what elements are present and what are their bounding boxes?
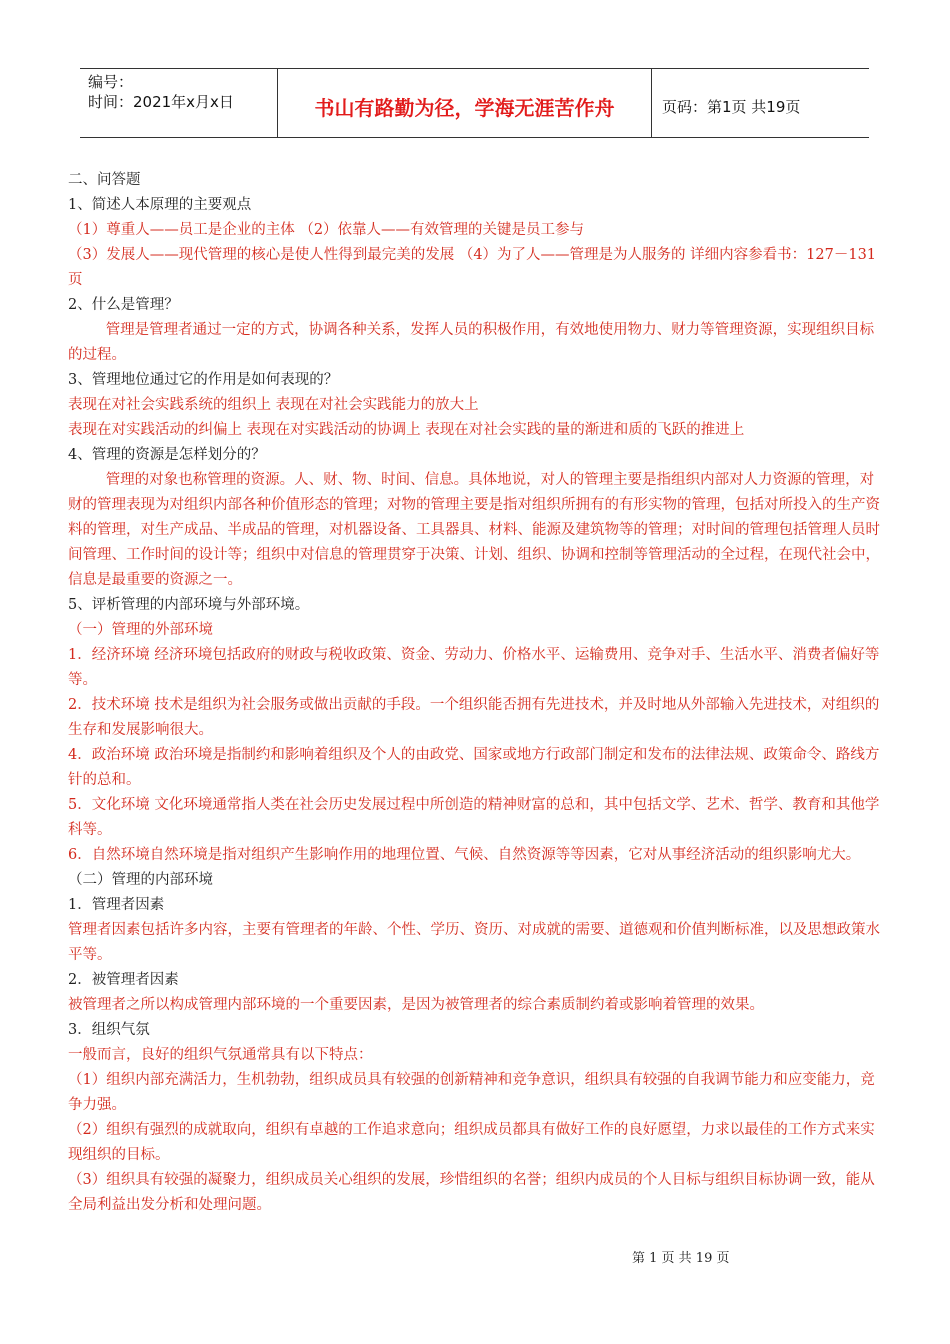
text-line: （二）管理的内部环境 bbox=[68, 872, 213, 888]
text-line: 表现在对社会实践系统的组织上 表现在对社会实践能力的放大上 bbox=[68, 397, 479, 413]
text-line: 一般而言，良好的组织气氛通常具有以下特点： bbox=[68, 1047, 373, 1063]
text-line: 4．政治环境 政治环境是指制约和影响着组织及个人的由政党、国家或地方行政部门制定和发布的法律法规、政策命令、路线方针的总和。 bbox=[68, 747, 880, 788]
text-line: 5．文化环境 文化环境通常指人类在社会历史发展过程中所创造的精神财富的总和，其中包括文学、艺术、哲学、教育和其他学科等。 bbox=[68, 797, 880, 838]
text-line: 2．技术环境 技术是组织为社会服务或做出贡献的手段。一个组织能否拥有先进技术，并及时地从外部输入先进技术，对组织的生存和发展影响很大。 bbox=[68, 697, 880, 738]
text-line: 被管理者之所以构成管理内部环境的一个重要因素，是因为被管理者的综合素质制约着或影响着管理的效果。 bbox=[68, 997, 764, 1013]
number-label: 编号： bbox=[88, 73, 134, 91]
text-line: 2．被管理者因素 bbox=[68, 972, 179, 988]
text-line: 1、简述人本原理的主要观点 bbox=[68, 197, 252, 213]
text-line: 5、评析管理的内部环境与外部环境。 bbox=[68, 597, 310, 613]
text-line: 4、管理的资源是怎样划分的？ bbox=[68, 447, 266, 463]
text-line: 管理者因素包括许多内容，主要有管理者的年龄、个性、学历、资历、对成就的需要、道德观和价值判断标准，以及思想政策水平等。 bbox=[68, 922, 880, 963]
time-label: 时间：2021年x月x日 bbox=[88, 93, 234, 111]
text-line: 管理是管理者通过一定的方式，协调各种关系，发挥人员的积极作用，有效地使用物力、财力等管理资源，实现组织目标的过程。 bbox=[68, 322, 875, 363]
text-line: 表现在对实践活动的纠偏上 表现在对实践活动的协调上 表现在对社会实践的量的渐进和质的飞跃的推进上 bbox=[68, 422, 745, 438]
text-line: 3、管理地位通过它的作用是如何表现的？ bbox=[68, 372, 339, 388]
text-line: 管理的对象也称管理的资源。人、财、物、时间、信息。具体地说，对人的管理主要是指组织内部对人力资源的管理，对财的管理表现为对组织内部各种价值形态的管理；对物的管理主要是指对组织所拥有的有形实物的管理，包括对所投入的生产资料的管理，对生产成品、半成品的管理，对机器设备、工具器具、材料、能源及建筑物等的管理；对时间的管理包括管理人员时间管理、工作时间的设计等；组织中对信息的管理贯穿于决策、计划、组织、协调和控制等管理活动的全过程，在现代社会中，信息是最重要的资源之一。 bbox=[68, 472, 880, 588]
document-body bbox=[68, 168, 880, 1218]
text-line: 二、问答题 bbox=[68, 172, 141, 188]
text-line: （2）组织有强烈的成就取向，组织有卓越的工作追求意向；组织成员都具有做好工作的良好愿望，力求以最佳的工作方式来实现组织的目标。 bbox=[68, 1122, 875, 1163]
text-line: （1）尊重人——员工是企业的主体 （2）依靠人——有效管理的关键是员工参与 bbox=[68, 222, 585, 238]
header-table bbox=[80, 68, 869, 138]
header-meta-cell bbox=[80, 69, 278, 137]
text-line: 3．组织气氛 bbox=[68, 1022, 150, 1038]
text-line: 1．管理者因素 bbox=[68, 897, 165, 913]
motto: 书山有路勤为径，学海无涯苦作舟 bbox=[278, 69, 652, 137]
text-line: （3）组织具有较强的凝聚力，组织成员关心组织的发展，珍惜组织的名誉；组织内成员的个人目标与组织目标协调一致，能从全局利益出发分析和处理问题。 bbox=[68, 1172, 875, 1213]
text-line: 1．经济环境 经济环境包括政府的财政与税收政策、资金、劳动力、价格水平、运输费用、竞争对手、生活水平、消费者偏好等等。 bbox=[68, 647, 880, 688]
text-line: （1）组织内部充满活力，生机勃勃，组织成员具有较强的创新精神和竞争意识，组织具有较强的自我调节能力和应变能力，竞争力强。 bbox=[68, 1072, 875, 1113]
text-line: （3）发展人——现代管理的核心是使人性得到最完美的发展 （4）为了人——管理是为人服务的 详细内容参看书：127－131页 bbox=[68, 247, 877, 288]
text-line: 2、什么是管理？ bbox=[68, 297, 179, 313]
text-line: 6．自然环境自然环境是指对组织产生影响作用的地理位置、气候、自然资源等等因素，它对从事经济活动的组织影响尤大。 bbox=[68, 847, 861, 863]
text-line: （一）管理的外部环境 bbox=[68, 622, 213, 638]
page-label: 页码：第1页 共19页 bbox=[662, 97, 801, 116]
page-footer: 第 1 页 共 19 页 bbox=[632, 1251, 730, 1266]
